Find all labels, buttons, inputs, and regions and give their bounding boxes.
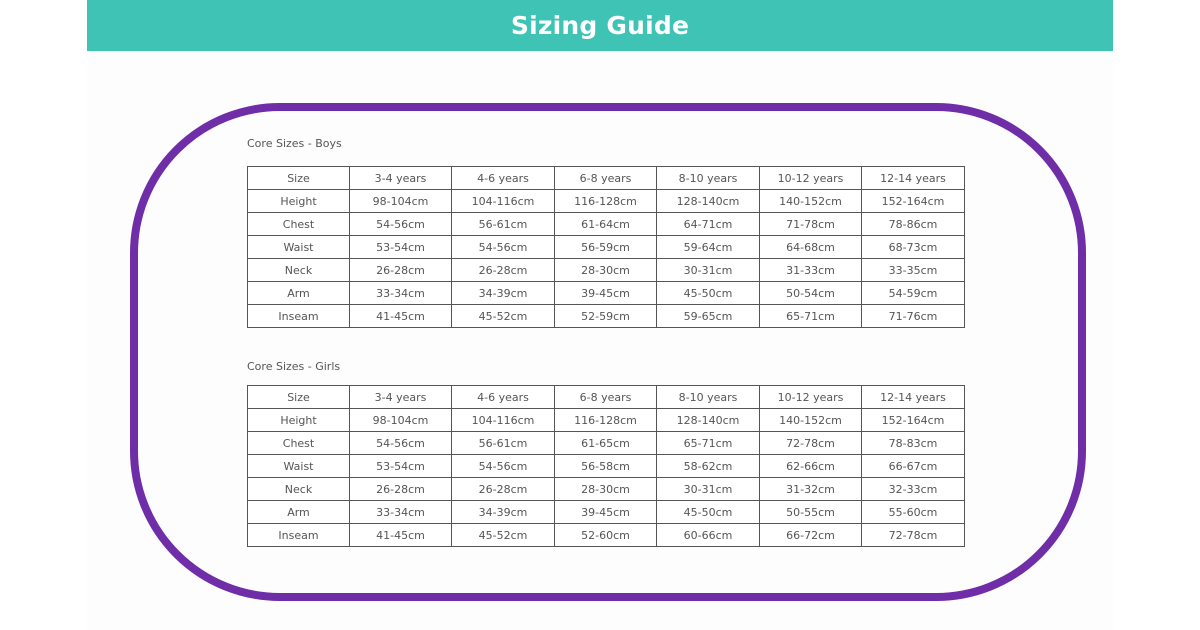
table-cell: 128-140cm (657, 190, 760, 213)
table-cell: 30-31cm (657, 259, 760, 282)
table-cell: 39-45cm (555, 501, 657, 524)
table-cell: 71-76cm (862, 305, 965, 328)
table-cell: 45-52cm (452, 524, 555, 547)
table-cell: 61-65cm (555, 432, 657, 455)
column-header: Size (248, 167, 350, 190)
row-label: Chest (248, 432, 350, 455)
table-cell: 33-35cm (862, 259, 965, 282)
boys-size-table (247, 166, 965, 328)
column-header: 4-6 years (452, 167, 555, 190)
row-label: Waist (248, 455, 350, 478)
header-banner (87, 0, 1113, 51)
table-cell: 56-58cm (555, 455, 657, 478)
row-label: Arm (248, 501, 350, 524)
column-header: 12-14 years (862, 386, 965, 409)
table-cell: 26-28cm (452, 259, 555, 282)
table-row (248, 478, 965, 501)
table-cell: 98-104cm (350, 409, 452, 432)
row-label: Waist (248, 236, 350, 259)
table-cell: 104-116cm (452, 409, 555, 432)
table-row (248, 432, 965, 455)
table-cell: 33-34cm (350, 282, 452, 305)
column-header: 10-12 years (760, 167, 862, 190)
table-cell: 30-31cm (657, 478, 760, 501)
column-header: 8-10 years (657, 167, 760, 190)
table-cell: 54-56cm (452, 236, 555, 259)
column-header: 8-10 years (657, 386, 760, 409)
table-cell: 61-64cm (555, 213, 657, 236)
table-cell: 45-50cm (657, 282, 760, 305)
table-row (248, 501, 965, 524)
table-cell: 116-128cm (555, 190, 657, 213)
row-label: Inseam (248, 524, 350, 547)
table-row (248, 213, 965, 236)
column-header: 3-4 years (350, 167, 452, 190)
table-cell: 26-28cm (452, 478, 555, 501)
boys-section-label: Core Sizes - Boys (247, 137, 342, 150)
table-row (248, 282, 965, 305)
table-cell: 152-164cm (862, 409, 965, 432)
column-header: 12-14 years (862, 167, 965, 190)
table-cell: 41-45cm (350, 524, 452, 547)
table-cell: 65-71cm (760, 305, 862, 328)
column-header: 10-12 years (760, 386, 862, 409)
column-header: 4-6 years (452, 386, 555, 409)
table-cell: 72-78cm (862, 524, 965, 547)
table-cell: 64-71cm (657, 213, 760, 236)
table-cell: 34-39cm (452, 282, 555, 305)
table-cell: 104-116cm (452, 190, 555, 213)
column-header: 6-8 years (555, 167, 657, 190)
table-cell: 54-56cm (350, 432, 452, 455)
table-cell: 56-61cm (452, 213, 555, 236)
table-cell: 56-61cm (452, 432, 555, 455)
row-label: Arm (248, 282, 350, 305)
table-cell: 41-45cm (350, 305, 452, 328)
page-title: Sizing Guide (510, 11, 690, 40)
table-cell: 45-50cm (657, 501, 760, 524)
table-cell: 72-78cm (760, 432, 862, 455)
table-cell: 54-59cm (862, 282, 965, 305)
table-row (248, 524, 965, 547)
table-cell: 58-62cm (657, 455, 760, 478)
table-cell: 31-32cm (760, 478, 862, 501)
column-header: 6-8 years (555, 386, 657, 409)
table-cell: 68-73cm (862, 236, 965, 259)
table-cell: 54-56cm (452, 455, 555, 478)
girls-section-label: Core Sizes - Girls (247, 360, 341, 373)
table-cell: 65-71cm (657, 432, 760, 455)
table-cell: 50-55cm (760, 501, 862, 524)
table-cell: 33-34cm (350, 501, 452, 524)
table-cell: 52-59cm (555, 305, 657, 328)
table-row (248, 455, 965, 478)
table-cell: 54-56cm (350, 213, 452, 236)
girls-header-row (248, 386, 965, 409)
table-cell: 59-65cm (657, 305, 760, 328)
table-cell: 34-39cm (452, 501, 555, 524)
table-cell: 140-152cm (760, 190, 862, 213)
column-header: Size (248, 386, 350, 409)
table-cell: 45-52cm (452, 305, 555, 328)
table-cell: 116-128cm (555, 409, 657, 432)
row-label: Height (248, 409, 350, 432)
row-label: Chest (248, 213, 350, 236)
table-cell: 140-152cm (760, 409, 862, 432)
table-row (248, 236, 965, 259)
column-header: 3-4 years (350, 386, 452, 409)
table-cell: 152-164cm (862, 190, 965, 213)
table-cell: 52-60cm (555, 524, 657, 547)
table-cell: 78-83cm (862, 432, 965, 455)
table-cell: 28-30cm (555, 259, 657, 282)
table-cell: 59-64cm (657, 236, 760, 259)
table-cell: 53-54cm (350, 236, 452, 259)
table-cell: 55-60cm (862, 501, 965, 524)
row-label: Inseam (248, 305, 350, 328)
table-cell: 60-66cm (657, 524, 760, 547)
table-cell: 64-68cm (760, 236, 862, 259)
boys-header-row (248, 167, 965, 190)
table-row (248, 305, 965, 328)
table-cell: 53-54cm (350, 455, 452, 478)
girls-size-table (247, 385, 965, 547)
table-cell: 66-72cm (760, 524, 862, 547)
table-cell: 32-33cm (862, 478, 965, 501)
table-cell: 56-59cm (555, 236, 657, 259)
table-row (248, 190, 965, 213)
table-cell: 78-86cm (862, 213, 965, 236)
table-cell: 31-33cm (760, 259, 862, 282)
table-cell: 26-28cm (350, 259, 452, 282)
table-cell: 71-78cm (760, 213, 862, 236)
row-label: Neck (248, 259, 350, 282)
table-cell: 28-30cm (555, 478, 657, 501)
table-cell: 66-67cm (862, 455, 965, 478)
table-cell: 39-45cm (555, 282, 657, 305)
table-row (248, 259, 965, 282)
table-cell: 98-104cm (350, 190, 452, 213)
row-label: Height (248, 190, 350, 213)
table-cell: 62-66cm (760, 455, 862, 478)
table-cell: 50-54cm (760, 282, 862, 305)
table-cell: 26-28cm (350, 478, 452, 501)
table-cell: 128-140cm (657, 409, 760, 432)
table-row (248, 409, 965, 432)
row-label: Neck (248, 478, 350, 501)
